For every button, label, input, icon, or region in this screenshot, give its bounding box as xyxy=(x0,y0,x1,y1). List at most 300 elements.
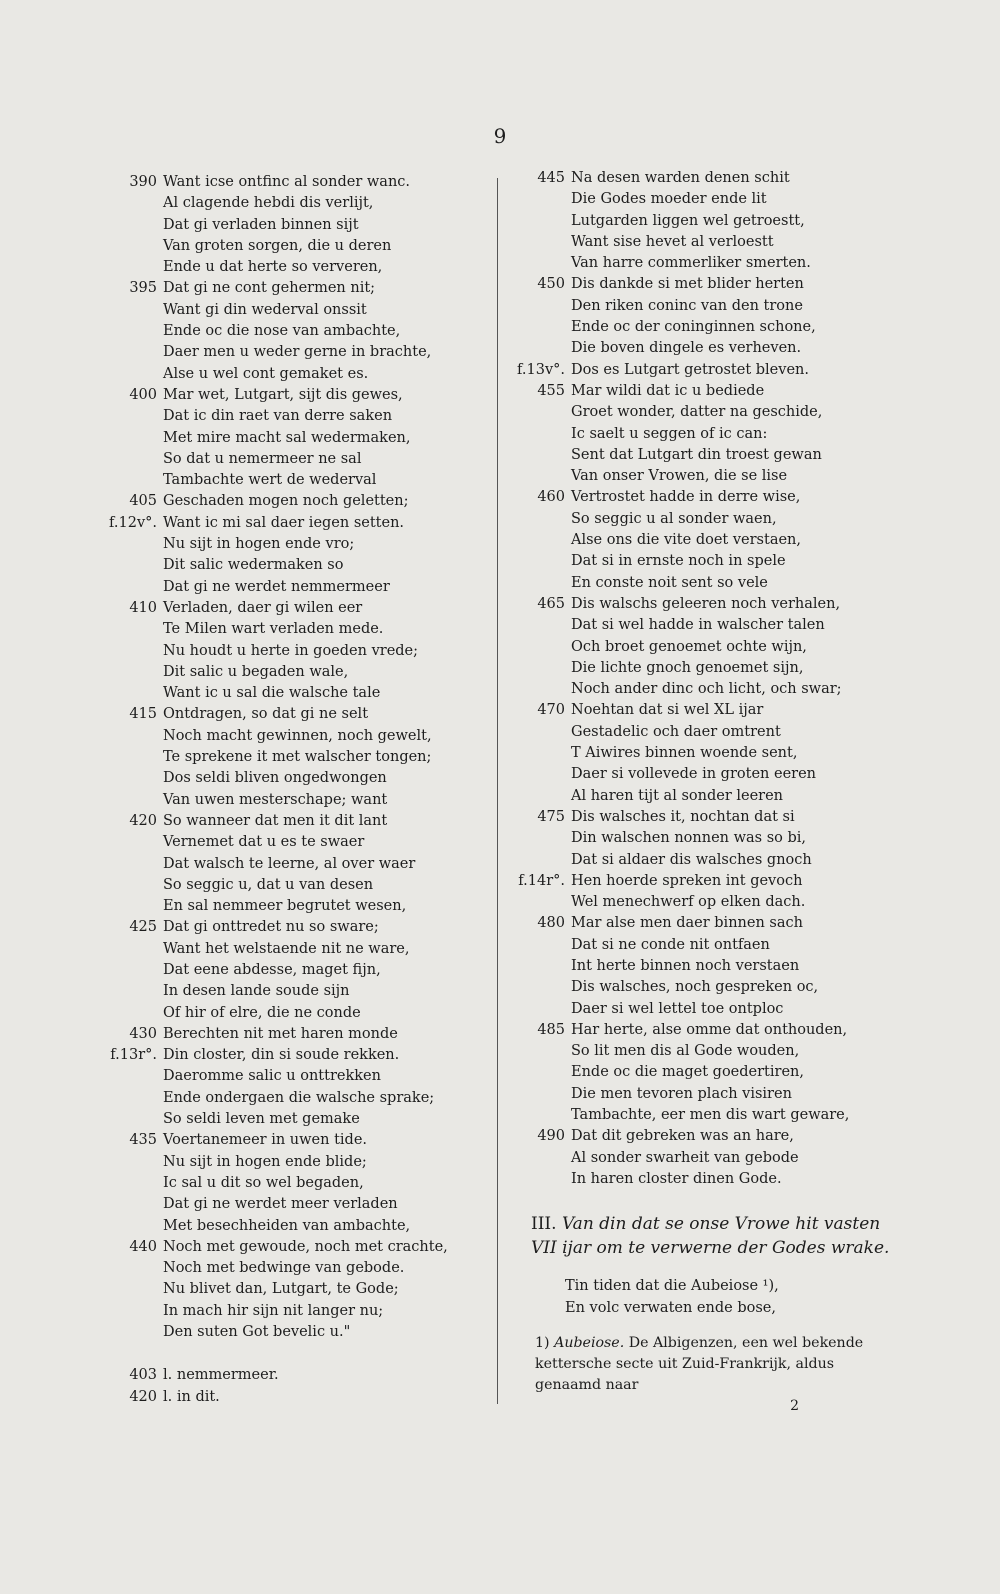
verse-line xyxy=(509,445,899,466)
line-number xyxy=(509,743,571,764)
verse-text: Want het welstaende nit ne ware, xyxy=(163,940,410,957)
line-number xyxy=(509,1148,571,1169)
verse-line xyxy=(509,189,899,210)
line-number xyxy=(103,726,163,747)
verse-text: Dat gi onttredet nu so sware; xyxy=(163,919,379,936)
verse-text: Sent dat Lutgart din troest gewan xyxy=(571,446,822,463)
verse-text: En conste noit sent so vele xyxy=(571,574,768,591)
verse-line xyxy=(103,215,483,236)
line-number xyxy=(509,551,571,572)
verse-text: Groet wonder, datter na geschide, xyxy=(571,404,823,421)
verse-line xyxy=(509,1041,899,1062)
verse-line xyxy=(103,364,483,385)
line-number xyxy=(103,939,163,960)
line-number xyxy=(103,428,163,449)
section-numeral: III. xyxy=(531,1214,557,1235)
line-number: 490 xyxy=(537,1128,565,1145)
verse-text: Nu houdt u herte in goeden vrede; xyxy=(163,642,419,659)
line-number xyxy=(509,786,571,807)
verse-text: Of hir of elre, die ne conde xyxy=(163,1004,361,1021)
verse-line xyxy=(509,913,899,934)
verse-line xyxy=(509,679,899,700)
verse-line xyxy=(103,683,483,704)
line-number xyxy=(509,956,571,977)
line-number xyxy=(509,1041,571,1062)
verse-text: Daer si vollevede in groten eeren xyxy=(571,766,816,783)
verse-text: Vernemet dat u es te swaer xyxy=(163,834,365,851)
verse-line xyxy=(103,619,483,640)
line-number: 410 xyxy=(129,599,157,616)
line-number xyxy=(103,342,163,363)
verse-text: In desen lande soude sijn xyxy=(163,983,350,1000)
line-number xyxy=(509,424,571,445)
verse-text: So seggic u al sonder waen, xyxy=(571,510,777,527)
line-number xyxy=(103,1109,163,1130)
verse-text: Die men tevoren plach visiren xyxy=(571,1085,792,1102)
line-number xyxy=(509,445,571,466)
verse-line xyxy=(509,487,899,508)
right-footnote xyxy=(509,1333,901,1396)
verse-text: Dis walsches it, nochtan dat si xyxy=(571,808,795,825)
line-number xyxy=(103,747,163,768)
column-divider xyxy=(497,178,498,1404)
verse-line xyxy=(509,764,899,785)
verse-line xyxy=(103,917,483,938)
footnote-term: Aubeiose. xyxy=(554,1334,625,1351)
opening-line: En volc verwaten ende bose, xyxy=(565,1299,776,1316)
section-title: Van din dat se onse Vrowe hit vasten VII ijar om te verwerne der Godes wrake. xyxy=(531,1214,890,1259)
verse-text: So seldi leven met gemake xyxy=(163,1111,360,1128)
verse-text: Die lichte gnoch genoemet sijn, xyxy=(571,659,804,676)
verse-line xyxy=(103,428,483,449)
verse-text: Van groten sorgen, die u deren xyxy=(163,237,392,254)
line-number: f.12v°. xyxy=(109,514,157,531)
line-number xyxy=(509,637,571,658)
verse-text: Tambachte wert de wederval xyxy=(163,472,377,489)
line-number: 400 xyxy=(129,386,157,403)
verse-text: Want ic u sal die walsche tale xyxy=(163,685,381,702)
line-number xyxy=(103,1216,163,1237)
verse-line xyxy=(103,981,483,1002)
line-number xyxy=(509,1062,571,1083)
verse-text: Van harre commerliker smerten. xyxy=(571,255,811,272)
verse-line xyxy=(103,1088,483,1109)
verse-text: Har herte, alse omme dat onthouden, xyxy=(571,1021,848,1038)
verse-line xyxy=(509,509,899,530)
verse-line xyxy=(509,296,899,317)
verse-text: Te sprekene it met walscher tongen; xyxy=(163,749,432,766)
line-number: 415 xyxy=(129,706,157,723)
line-number xyxy=(103,257,163,278)
verse-text: Gestadelic och daer omtrent xyxy=(571,723,781,740)
verse-text: Want sise hevet al verloestt xyxy=(571,233,774,250)
verse-text: Nu sijt in hogen ende blide; xyxy=(163,1153,367,1170)
verse-text: Noch met gewoude, noch met crachte, xyxy=(163,1238,448,1255)
verse-line xyxy=(509,253,899,274)
verse-line xyxy=(103,1237,483,1258)
footnote-text: l. nemmermeer. xyxy=(163,1367,279,1384)
verse-text: Dat gi ne cont gehermen nit; xyxy=(163,280,376,297)
verse-line xyxy=(103,406,483,427)
verse-text: Noehtan dat si wel XL ijar xyxy=(571,702,764,719)
verse-line xyxy=(509,956,899,977)
verse-line xyxy=(103,449,483,470)
line-number xyxy=(509,189,571,210)
verse-text: Och broet genoemet ochte wijn, xyxy=(571,638,807,655)
verse-line xyxy=(103,790,483,811)
line-number: 425 xyxy=(129,919,157,936)
verse-line xyxy=(103,1322,483,1343)
verse-text: Daer men u weder gerne in brachte, xyxy=(163,344,432,361)
verse-text: Dit salic wedermaken so xyxy=(163,557,344,574)
line-number xyxy=(103,215,163,236)
verse-line xyxy=(103,1130,483,1151)
verse-line xyxy=(509,317,899,338)
line-number: 440 xyxy=(129,1238,157,1255)
line-number xyxy=(103,449,163,470)
verse-line xyxy=(103,726,483,747)
line-number xyxy=(103,193,163,214)
verse-text: Ende u dat herte so ververen, xyxy=(163,259,383,276)
verse-text: Wel menechwerf op elken dach. xyxy=(571,894,806,911)
verse-line xyxy=(509,360,899,381)
line-number xyxy=(103,236,163,257)
line-number xyxy=(509,615,571,636)
line-number xyxy=(103,875,163,896)
line-number xyxy=(103,896,163,917)
verse-text: Daer si wel lettel toe ontploc xyxy=(571,1000,784,1017)
verse-line xyxy=(103,1216,483,1237)
line-number xyxy=(103,1279,163,1300)
footnote-number: 420 xyxy=(129,1388,157,1405)
line-number xyxy=(103,406,163,427)
line-number xyxy=(103,555,163,576)
verse-text: Noch ander dinc och licht, och swar; xyxy=(571,681,842,698)
verse-text: So seggic u, dat u van desen xyxy=(163,876,374,893)
line-number: f.13r°. xyxy=(110,1047,157,1064)
line-number: 395 xyxy=(129,280,157,297)
verse-text: Din walschen nonnen was so bi, xyxy=(571,830,807,847)
verse-text: Dis walsches, noch gespreken oc, xyxy=(571,979,819,996)
section-heading xyxy=(509,1212,901,1260)
verse-line xyxy=(509,338,899,359)
line-number xyxy=(509,935,571,956)
footnote-line xyxy=(103,1365,483,1386)
line-number xyxy=(509,850,571,871)
verse-text: Want gi din wederval onssit xyxy=(163,301,367,318)
line-number xyxy=(509,530,571,551)
left-verse-lines xyxy=(103,172,483,1343)
line-number: 480 xyxy=(537,915,565,932)
verse-line xyxy=(103,662,483,683)
verse-line xyxy=(103,704,483,725)
line-number xyxy=(103,364,163,385)
verse-line xyxy=(103,1003,483,1024)
line-number xyxy=(103,1152,163,1173)
line-number xyxy=(509,658,571,679)
verse-text: Dos es Lutgart getrostet bleven. xyxy=(571,361,809,378)
verse-line xyxy=(509,743,899,764)
verse-text: Voertanemeer in uwen tide. xyxy=(163,1132,368,1149)
verse-line xyxy=(103,1066,483,1087)
line-number xyxy=(103,1301,163,1322)
footnote-text: De Albigenzen, een wel bekende kettersche secte uit Zuid-Frankrijk, aldus genaamd naar xyxy=(535,1334,864,1393)
verse-line xyxy=(509,935,899,956)
verse-line xyxy=(103,385,483,406)
line-number xyxy=(103,470,163,491)
opening-line: Tin tiden dat die Aubeiose ¹), xyxy=(565,1278,779,1295)
line-number xyxy=(509,509,571,530)
verse-text: Alse ons die vite doet verstaen, xyxy=(571,532,801,549)
line-number xyxy=(103,662,163,683)
verse-line xyxy=(509,424,899,445)
line-number xyxy=(509,764,571,785)
verse-line xyxy=(103,1279,483,1300)
verse-line xyxy=(103,342,483,363)
line-number: 430 xyxy=(129,1025,157,1042)
verse-text: Mar wildi dat ic u bediede xyxy=(571,382,765,399)
verse-line xyxy=(509,999,899,1020)
verse-line xyxy=(103,896,483,917)
verse-line xyxy=(509,700,899,721)
opening-lines xyxy=(509,1276,899,1319)
line-number xyxy=(509,999,571,1020)
verse-text: In mach hir sijn nit langer nu; xyxy=(163,1302,384,1319)
verse-line xyxy=(509,1169,899,1190)
verse-line xyxy=(509,466,899,487)
verse-text: Dat eene abdesse, maget fijn, xyxy=(163,961,381,978)
verse-line xyxy=(103,641,483,662)
line-number: 470 xyxy=(537,702,565,719)
line-number xyxy=(509,232,571,253)
verse-line xyxy=(509,615,899,636)
verse-text: Van uwen mesterschape; want xyxy=(163,791,388,808)
verse-line xyxy=(509,1084,899,1105)
line-number xyxy=(103,1173,163,1194)
verse-text: Mar alse men daer binnen sach xyxy=(571,915,803,932)
line-number xyxy=(103,1194,163,1215)
verse-line xyxy=(509,977,899,998)
left-footnotes xyxy=(103,1365,483,1408)
line-number xyxy=(103,1066,163,1087)
line-number: 435 xyxy=(129,1132,157,1149)
verse-text: Dat gi ne werdet nemmermeer xyxy=(163,578,390,595)
verse-text: So dat u nemermeer ne sal xyxy=(163,450,362,467)
line-number xyxy=(103,1322,163,1343)
verse-text: Dos seldi bliven ongedwongen xyxy=(163,770,387,787)
verse-line xyxy=(103,598,483,619)
verse-text: Nu sijt in hogen ende vro; xyxy=(163,536,355,553)
verse-line xyxy=(509,274,899,295)
verse-text: Na desen warden denen schit xyxy=(571,170,790,186)
verse-line xyxy=(103,1173,483,1194)
verse-text: Tambachte, eer men dis wart geware, xyxy=(571,1107,850,1124)
verse-text: Ende oc die nose van ambachte, xyxy=(163,323,401,340)
verse-line xyxy=(103,1045,483,1066)
line-number: 420 xyxy=(129,812,157,829)
verse-line xyxy=(509,1148,899,1169)
verse-line xyxy=(103,1194,483,1215)
line-number xyxy=(509,977,571,998)
line-number xyxy=(103,577,163,598)
verse-line xyxy=(509,871,899,892)
verse-line xyxy=(103,321,483,342)
verse-line xyxy=(509,551,899,572)
verse-text: Daeromme salic u onttrekken xyxy=(163,1068,381,1085)
line-number: 460 xyxy=(537,489,565,506)
line-number: 465 xyxy=(537,595,565,612)
verse-text: Van onser Vrowen, die se lise xyxy=(571,468,788,485)
line-number xyxy=(103,960,163,981)
line-number xyxy=(103,1003,163,1024)
verse-text: Den riken coninc van den trone xyxy=(571,297,803,314)
verse-line xyxy=(103,768,483,789)
line-number xyxy=(103,832,163,853)
line-number xyxy=(509,679,571,700)
line-number xyxy=(509,828,571,849)
verse-text: Al haren tijt al sonder leeren xyxy=(571,787,784,804)
verse-text: Din closter, din si soude rekken. xyxy=(163,1047,400,1064)
line-number xyxy=(103,790,163,811)
verse-line xyxy=(509,381,899,402)
verse-text: So lit men dis al Gode wouden, xyxy=(571,1043,800,1060)
verse-text: Ende oc die maget goedertiren, xyxy=(571,1064,804,1081)
verse-text: Ic saelt u seggen of ic can: xyxy=(571,425,768,442)
verse-line xyxy=(103,172,483,193)
verse-line xyxy=(509,807,899,828)
verse-line xyxy=(509,402,899,423)
verse-line xyxy=(509,232,899,253)
verse-line xyxy=(103,747,483,768)
verse-text: Met mire macht sal wedermaken, xyxy=(163,429,411,446)
verse-line xyxy=(103,278,483,299)
verse-text: Dat ic din raet van derre saken xyxy=(163,408,393,425)
verse-line xyxy=(509,1020,899,1041)
verse-text: Al sonder swarheit van gebode xyxy=(571,1149,799,1166)
verse-text: Int herte binnen noch verstaen xyxy=(571,957,800,974)
line-number xyxy=(509,338,571,359)
verse-line xyxy=(103,534,483,555)
footnote-number: 403 xyxy=(129,1367,157,1384)
verse-line xyxy=(103,577,483,598)
verse-text: Noch met bedwinge van gebode. xyxy=(163,1260,405,1277)
verse-text: Nu blivet dan, Lutgart, te Gode; xyxy=(163,1281,399,1298)
line-number xyxy=(103,683,163,704)
verse-line xyxy=(509,573,899,594)
line-number: 475 xyxy=(537,808,565,825)
signature-mark: 2 xyxy=(790,1397,799,1414)
line-number xyxy=(509,211,571,232)
verse-text: Mar wet, Lutgart, sijt dis gewes, xyxy=(163,386,403,403)
verse-text: Dat gi verladen binnen sijt xyxy=(163,216,359,233)
verse-text: T Aiwires binnen woende sent, xyxy=(571,745,798,762)
line-number xyxy=(509,317,571,338)
verse-line xyxy=(509,658,899,679)
verse-text: Dit salic u begaden wale, xyxy=(163,663,349,680)
line-number xyxy=(509,1105,571,1126)
footnote-text: l. in dit. xyxy=(163,1388,220,1405)
verse-text: Dat dit gebreken was an hare, xyxy=(571,1128,794,1145)
line-number: 485 xyxy=(537,1021,565,1038)
line-number xyxy=(103,1088,163,1109)
footnote-line xyxy=(103,1387,483,1408)
verse-text: Want ic mi sal daer iegen setten. xyxy=(163,514,405,531)
line-number xyxy=(509,253,571,274)
right-verse-lines xyxy=(509,168,899,1190)
verse-text: Met besechheiden van ambachte, xyxy=(163,1217,411,1234)
line-number xyxy=(509,1084,571,1105)
verse-line xyxy=(103,300,483,321)
right-column xyxy=(509,168,899,1416)
verse-line xyxy=(103,1152,483,1173)
verse-text: Dat walsch te leerne, al over waer xyxy=(163,855,416,872)
verse-line xyxy=(103,875,483,896)
verse-text: Al clagende hebdi dis verlijt, xyxy=(163,195,374,212)
line-number xyxy=(509,892,571,913)
line-number xyxy=(103,768,163,789)
left-column xyxy=(103,172,483,1408)
line-number xyxy=(509,1169,571,1190)
verse-line xyxy=(103,257,483,278)
verse-text: Dat gi ne werdet meer verladen xyxy=(163,1196,398,1213)
verse-text: Vertrostet hadde in derre wise, xyxy=(571,489,801,506)
line-number: 455 xyxy=(537,382,565,399)
verse-line xyxy=(103,832,483,853)
verse-text: En sal nemmeer begrutet wesen, xyxy=(163,898,407,915)
verse-text: Den suten Got bevelic u." xyxy=(163,1324,351,1341)
page-number: 9 xyxy=(493,124,507,148)
verse-line xyxy=(103,491,483,512)
verse-line xyxy=(509,211,899,232)
verse-text: Dat si wel hadde in walscher talen xyxy=(571,617,825,634)
verse-text: Alse u wel cont gemaket es. xyxy=(163,365,369,382)
verse-line xyxy=(509,637,899,658)
line-number xyxy=(103,300,163,321)
line-number xyxy=(103,1258,163,1279)
line-number xyxy=(509,466,571,487)
verse-text: Geschaden mogen noch geletten; xyxy=(163,493,409,510)
verse-line xyxy=(103,236,483,257)
verse-line xyxy=(103,939,483,960)
verse-text: Lutgarden liggen wel getroestt, xyxy=(571,212,805,229)
line-number xyxy=(103,981,163,1002)
line-number xyxy=(509,402,571,423)
verse-line xyxy=(103,1024,483,1045)
verse-text: Dat si ne conde nit ontfaen xyxy=(571,936,770,953)
line-number: 405 xyxy=(129,493,157,510)
verse-line xyxy=(509,722,899,743)
verse-text: Noch macht gewinnen, noch gewelt, xyxy=(163,727,432,744)
verse-line xyxy=(509,1105,899,1126)
verse-line xyxy=(509,892,899,913)
line-number xyxy=(103,534,163,555)
verse-line xyxy=(509,1062,899,1083)
line-number: f.13v°. xyxy=(517,361,565,378)
verse-text: Ende oc der coninginnen schone, xyxy=(571,319,816,336)
verse-line xyxy=(509,594,899,615)
verse-text: Verladen, daer gi wilen eer xyxy=(163,599,363,616)
verse-line xyxy=(509,530,899,551)
verse-line xyxy=(103,470,483,491)
verse-line xyxy=(103,555,483,576)
line-number xyxy=(509,296,571,317)
line-number xyxy=(103,619,163,640)
verse-line xyxy=(103,1258,483,1279)
verse-text: Dis dankde si met blider herten xyxy=(571,276,804,293)
verse-text: Te Milen wart verladen mede. xyxy=(163,621,384,638)
verse-text: Dis walschs geleeren noch verhalen, xyxy=(571,595,841,612)
verse-text: Die boven dingele es verheven. xyxy=(571,340,802,357)
